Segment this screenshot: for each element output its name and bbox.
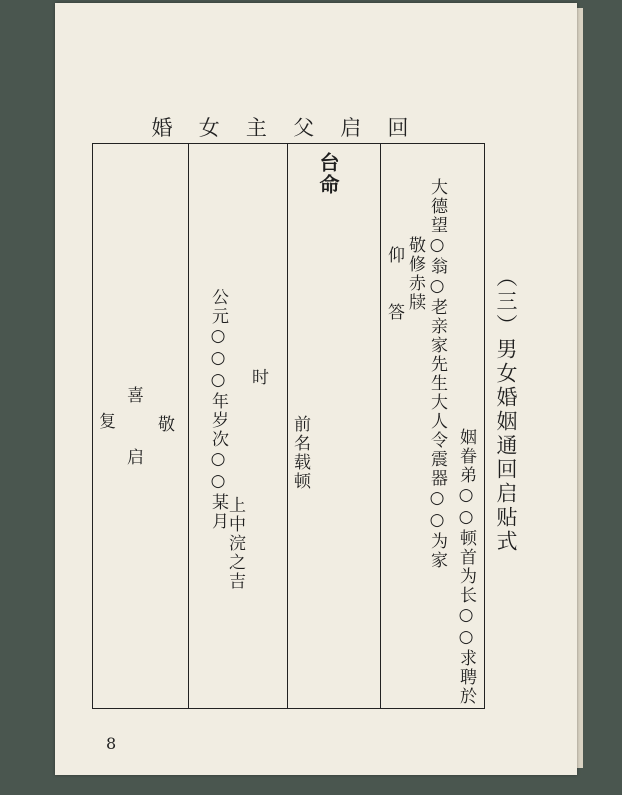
greeting-main-text: 大德望○翁○老亲家先生大人令震器○○为家 xyxy=(427,178,447,570)
date-sub-text: 上中浣之吉 xyxy=(225,496,245,591)
page-number: 8 xyxy=(106,734,117,753)
greeting-indent-text: 姻眷弟○○顿首为长○○求聘於 xyxy=(456,428,476,706)
header-char: 回 xyxy=(387,116,409,140)
shi-text: 时 xyxy=(248,368,268,387)
page-edge xyxy=(577,8,583,768)
fu-text: 复 xyxy=(95,412,115,431)
taiming-text: 台命 xyxy=(316,152,340,196)
header-char: 主 xyxy=(245,116,267,140)
yang-text: 仰 xyxy=(384,246,404,265)
qianming-text: 前名载顿 xyxy=(290,415,310,491)
form-header xyxy=(150,114,410,140)
xi-text: 喜 xyxy=(123,386,143,405)
header-char: 女 xyxy=(198,116,220,140)
header-char: 父 xyxy=(293,116,315,140)
jing-text: 敬 xyxy=(154,415,174,434)
section-title: （三）男女婚姻通回启贴式 xyxy=(494,266,518,554)
header-char: 婚 xyxy=(151,116,173,140)
respect-text: 敬修赤牍 xyxy=(405,236,425,312)
header-char: 启 xyxy=(340,116,362,140)
da-text: 答 xyxy=(384,303,404,322)
date-main-text: 公元○○○年岁次○○某月 xyxy=(208,288,228,531)
column-divider xyxy=(188,144,189,708)
column-divider xyxy=(287,144,288,708)
column-divider xyxy=(380,144,381,708)
qi-text: 启 xyxy=(123,448,143,467)
